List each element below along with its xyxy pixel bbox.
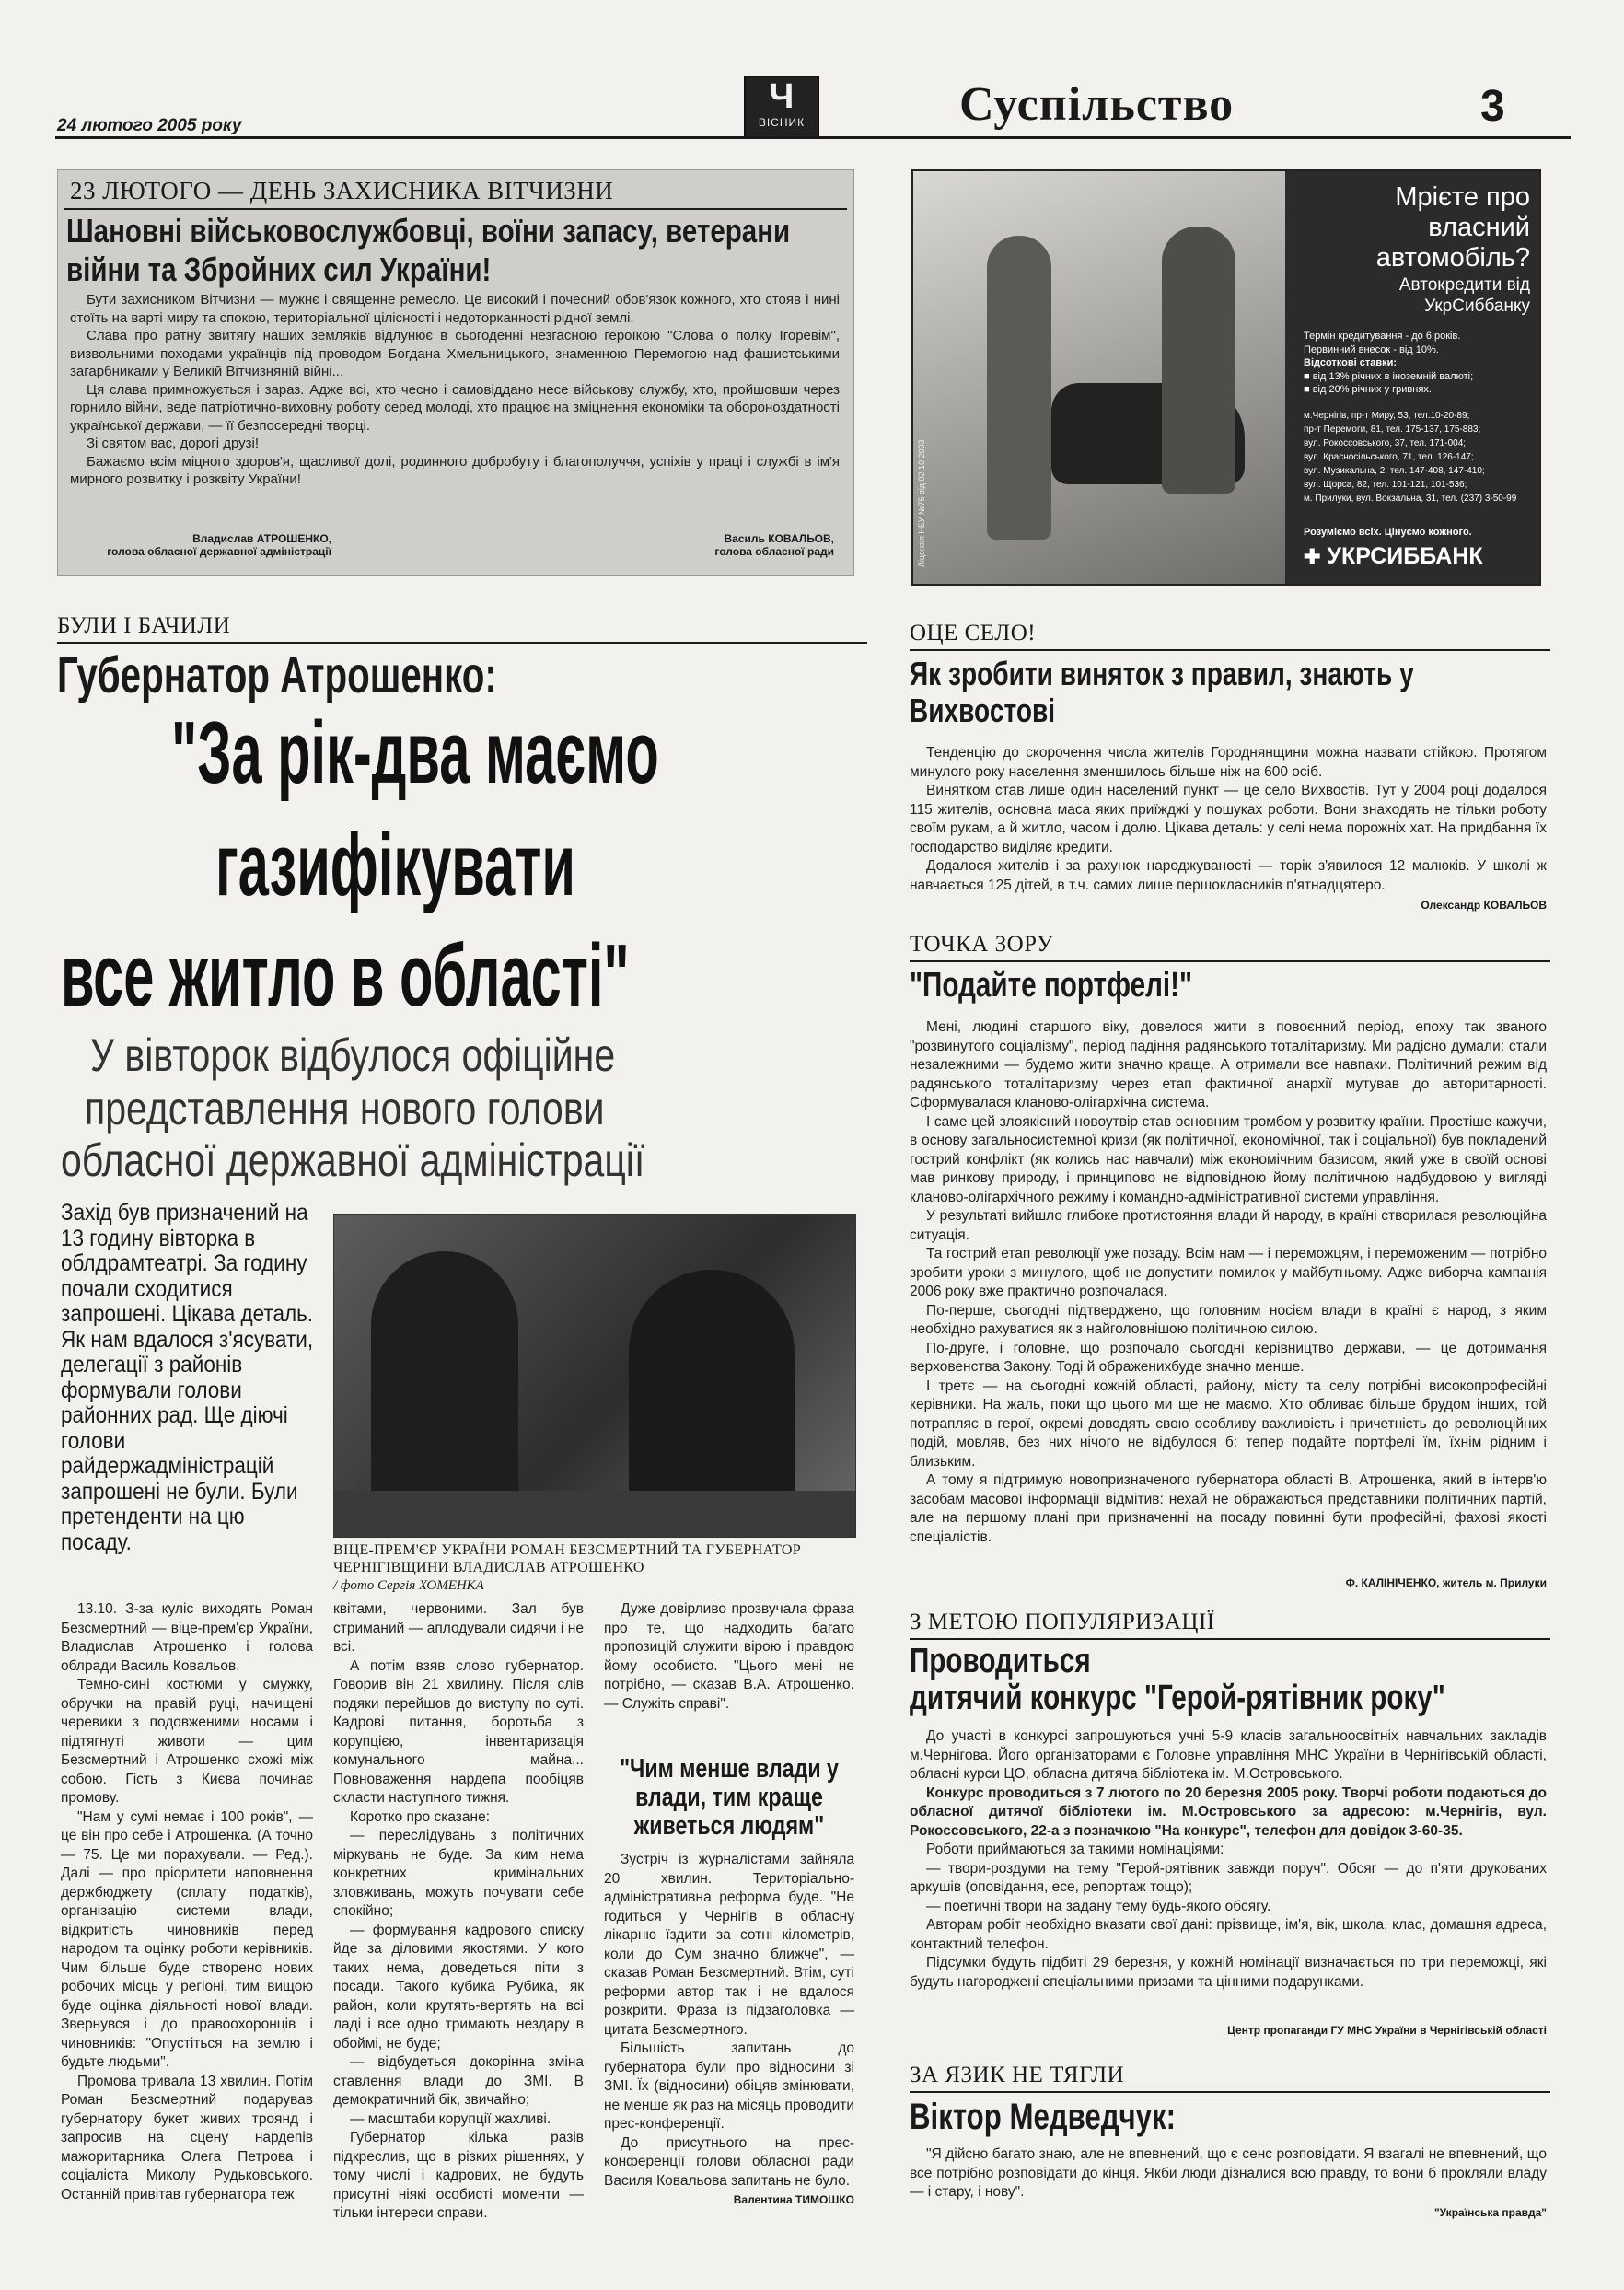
photo-credit: / фото Сергія ХОМЕНКА (333, 1578, 484, 1593)
logo-letter: Ч (769, 77, 795, 116)
village-body (910, 744, 1547, 895)
governor-paragraph: Зустріч із журналістами зайняла 20 хвилин. Територіально-адміністративна реформа буде. "Не годиться у Чернігів в обласну лікарню їздити за сотні кілометрів, коли до Сум значно ближче", — сказав Роман Безсмертний. Втім, суті реформи автор так і не вдалося розкрити. Фраза із підзаголовка — цитата Безсмертного. (604, 1852, 854, 2038)
ad-term: Відсоткові ставки: (1304, 357, 1398, 368)
ad-title: Мрієте про власний автомобіль? (1375, 182, 1530, 273)
bank-logo-icon: ✚ (1304, 545, 1321, 568)
defender-body (70, 291, 840, 489)
village-headline: Як зробити виняток з правил, знають у Вихвостові (910, 655, 1414, 729)
governor-paragraph: — переслідувань з політичних міркувань не буде. За ким нема конкретних кримінальних зловживань, можуть почувати себе спокійно; (333, 1828, 584, 1919)
contest-paragraph: До участі в конкурсі запрошуються учні 5-9 класів загальноосвітніх навчальних закладів м.Чернігова. Його організаторами є Головне управління МНС України в Чернігівській області, обласні курси ЦО, обласна дитяча бібліотека ім. М.Островського. (910, 1728, 1547, 1782)
governor-photo (333, 1214, 856, 1538)
ad-person-right (1162, 227, 1235, 494)
ad-address: пр-т Перемоги, 81, тел. 175-137, 175-883; (1304, 424, 1481, 435)
issue-date: 24 лютого 2005 року (57, 116, 242, 135)
viewpoint-paragraph: Та гострий етап революції уже позаду. Всім нам — і переможцям, і переможеним — потрібно зробити уроки з минулого, щоб не допустити помилок у майбутньому. Адже виборча кампанія 2006 року вже практично розпочалася. (910, 1246, 1547, 1299)
governor-paragraph: До присутнього на прес-конференції голови обласної ради Василя Ковальова запитань не було. (604, 2134, 854, 2189)
governor-author: Валентина ТИМОШКО (733, 2193, 854, 2206)
header-rule (55, 136, 1571, 139)
medvedchuk-kicker: ЗА ЯЗИК НЕ ТЯГЛИ (910, 2063, 1125, 2087)
logo-word: ВІСНИК (758, 116, 806, 129)
governor-paragraph: квітами, червоними. Зал був стриманий — аплодували сидячи і не всі. (333, 1601, 584, 1655)
viewpoint-author: Ф. КАЛІНІЧЕНКО, житель м. Прилуки (1345, 1576, 1547, 1589)
governor-kicker-rule (57, 642, 867, 644)
contest-paragraph: — твори-роздуми на тему "Герой-рятівник завжди поруч". Обсяг — до п'яти друкованих аркушів (оповідання, есе, репортаж тощо); (910, 1860, 1547, 1895)
village-kicker: ОЦЕ СЕЛО! (910, 621, 1037, 645)
viewpoint-kicker: ТОЧКА ЗОРУ (910, 932, 1054, 957)
ad-term: ■ від 20% річних у гривнях. (1304, 384, 1432, 395)
governor-paragraph: Більшість запитань до губернатора були про відносини зі ЗМІ. Їх (відносини) обіцяв змінювати, не менше як раз на місяць проводити прес-конференції. (604, 2040, 854, 2132)
ad-address: вул. Красносільського, 71, тел. 126-147; (1304, 452, 1474, 462)
contest-headline2: дитячий конкурс "Герой-рятівник року" (910, 1679, 1445, 1717)
contest-body (910, 1727, 1547, 1992)
ad-addresses (1304, 409, 1539, 506)
signer2-title: голова обласної ради (714, 545, 834, 558)
defender-paragraph: Зі святом вас, дорогі друзі! (87, 436, 260, 451)
viewpoint-paragraph: У результаті вийшло глибоке протистояння влади й народу, в країні створилася революційна ситуація. (910, 1208, 1547, 1243)
governor-sub2: представлення нового голови (85, 1083, 605, 1134)
governor-paragraph: 13.10. З-за куліс виходять Роман Безсмертний — віце-прем'єр України, Владислав Атрошенко і голова облради Василь Ковальов. (61, 1601, 313, 1674)
ad-bank-logo (1304, 543, 1534, 570)
governor-paragraph: Губернатор кілька разів підкреслив, що в різких рішеннях, у тому числі і кадрових, не будуть присутні ніякі особисті моменти — тільки інтереси справи. (333, 2130, 584, 2221)
ad-side-note: Ліцензія НБУ №75 від 02.10.2003 (917, 439, 926, 567)
contest-paragraph: Підсумки будуть підбиті 29 березня, у кожній номінації визначається по три переможці, які будуть нагороджені спеціальними призами та цінними подарунками. (910, 1955, 1547, 1990)
governor-paragraph: "Нам у сумі немає і 100 років", — це він про себе і Атрошенка. (А точно — 75. Це ми порахували. — Ред.). Далі — про пріоритети наповнення держбюджету (сплату податків), організацію системи влади, відкритість чиновників перед народом та оцінку роботи керівників. Чим більше буде створено нових робочих місць у регіоні, тим вищою буде оцінка діяльності нової влади. Звернувся і до правоохоронців і чиновників: "Опустіться на землю і будьте людьми". (61, 1808, 313, 2070)
medvedchuk-paragraph: "Я дійсно багато знаю, але не впевнений, що є сенс розповідати. Я взагалі не впевнений, що все потрібно розповідати до кінця. Якби люди дізналися всю правду, то вони б прокляли владу — і стару, і нову". (910, 2146, 1547, 2200)
village-paragraph: Винятком став лише один населений пункт — це село Вихвостів. Тут у 2004 році додалося 115 жителів, основна маса яких приїжджі у пошуках роботи. Вони знаходять не тільки роботу своїм рукам, а й житло, часом і долю. Цікава деталь: у селі нема порожніх хат. На придбання їх господарство виділяє кредити. (910, 783, 1547, 855)
signer1-title: голова обласної державної адміністрації (107, 545, 331, 558)
ad-subtitle: Автокредити від УкрСиббанку (1398, 275, 1530, 316)
defender-headline: Шановні військовослужбовці, воїни запасу, ветерани війни та Збройних сил України! (66, 212, 791, 288)
defender-signer1 (92, 532, 331, 558)
photo-caption: ВІЦЕ-ПРЕМ'ЄР УКРАЇНИ РОМАН БЕЗСМЕРТНИЙ ТА ГУБЕРНАТОР ЧЕРНІГІВЩИНИ ВЛАДИСЛАВ АТРОШЕНКО (333, 1542, 801, 1575)
governor-quote-line1: "За рік-два маємо (171, 703, 659, 802)
viewpoint-body (910, 1018, 1547, 1547)
signer2-name: Василь КОВАЛЬОВ, (724, 532, 834, 545)
ad-slogan: Розуміємо всіх. Цінуємо кожного. (1304, 527, 1472, 538)
village-paragraph: Додалося жителів і за рахунок народжуваності — торік з'явилося 12 малюків. У школі ж навчається 125 дітей, в т.ч. самих лише першокласників п'ятнадцятеро. (910, 858, 1547, 893)
viewpoint-paragraph: Мені, людині старшого віку, довелося жити в повоєнний період, епоху так званого "розвинутого соціалізму", період падіння радянського тоталітаризму. Ми радісно думали: стали незалежними — будемо жити значно краще. А отримали все навпаки. Політичний режим від радянського тоталітаризму через етап фактичної анархії мутував до авторитарності. Сформувалася кланово-олігархічна система. (910, 1019, 1547, 1110)
governor-paragraph: Промова тривала 13 хвилин. Потім Роман Безсмертний подарував губернатору букет живих троянд і запросив на сцену нардепів мажоритарника Олега Петрова і соціаліста Миколу Рудьковського. Останній привітав губернатора теж (61, 2073, 313, 2203)
defender-paragraph: Бути захисником Вітчизни — мужнє і священне ремесло. Це високий і почесний обов'язок кожного, хто стояв і нині стоїть на варті миру та спокою, територіальної цілісності і недоторканності рідної землі. (70, 292, 840, 326)
ad-bank-name: УКРСИББАНК (1327, 543, 1483, 569)
defender-paragraph: Ця слава примножується і зараз. Адже всі, хто чесно і самовіддано несе військову службу, хто, пройшовши через горнило війни, веде патріотично-виховну роботу серед молоді, хто працює на зміцнення економіки та обороноздатності української держави, — її безпосередні творці. (70, 381, 840, 434)
contest-paragraph: Авторам робіт необхідно вказати свої дані: прізвище, ім'я, вік, школа, клас, домашня адреса, контактний телефон. (910, 1917, 1547, 1952)
ad-term: Термін кредитування - до 6 років. (1304, 331, 1461, 342)
bank-ad (911, 169, 1541, 586)
village-paragraph: Тенденцію до скорочення числа жителів Городнянщини можна назвати стійкою. Протягом минулого року населення зменшилось більше ніж на 600 осіб. (910, 745, 1547, 780)
governor-col1 (61, 1600, 313, 2204)
governor-col3 (604, 1851, 854, 2191)
governor-paragraph: Темно-сині костюми у смужку, обручки на правій руці, начищені черевики з подовженими носами і підтягнуті животи — цим Безсмертний і Атрошенко схожі між собою. Гість з Києва починає промову. (61, 1677, 313, 1806)
governor-paragraph: — відбудеться докорінна зміна ставлення влади до ЗМІ. В демократичний бік, звичайно; (333, 2054, 584, 2108)
viewpoint-kicker-rule (910, 960, 1550, 962)
ad-address: вул. Рокоссовського, 37, тел. 171-004; (1304, 438, 1467, 448)
photo-table (334, 1491, 855, 1537)
governor-kicker: БУЛИ І БАЧИЛИ (57, 613, 231, 638)
governor-paragraph: Дуже довірливо прозвучала фраза про те, що надходить багато пропозицій служити вірою і правдою йому особисто. "Цього мені не потрібно, — сказав В.А. Атрошенко. — Служіть справі". (604, 1601, 854, 1712)
viewpoint-paragraph: По-перше, сьогодні підтверджено, що головним носієм влади в країні є народ, з яким необхідно рахуватися як з найголовнішою політичною силою. (910, 1302, 1547, 1337)
medvedchuk-source: "Українська правда" (1433, 2206, 1547, 2219)
section-title: Суспільство (959, 78, 1235, 131)
governor-pull-quote: "Чим менше влади у влади, тим краще живеться людям" (620, 1754, 839, 1841)
ad-term: ■ від 13% річних в іноземній валюті; (1304, 370, 1474, 382)
governor-paragraph: А потім взяв слово губернатор. Говорив він 21 хвилину. Після слів подяки перейшов до виступу по суті. Кадрові питання, боротьба з корупцією, інвентаризація комунального майна... Повноваження нардепа пообіцяв скласти наступного тижня. (333, 1657, 584, 1806)
village-kicker-rule (910, 649, 1550, 651)
contest-author: Центр пропаганди ГУ МНС України в Чернігівській області (1227, 2024, 1547, 2037)
governor-col2 (333, 1600, 584, 2224)
governor-col3-top (604, 1600, 854, 1714)
ad-address: вул. Музикальна, 2, тел. 147-408, 147-410; (1304, 466, 1485, 476)
medvedchuk-headline: Віктор Медведчук: (910, 2097, 1177, 2137)
governor-paragraph: — формування кадрового списку йде за діловими якостями. У кого таких нема, доведеться піти з посади. Такого кубика Рубика, як район, коли крутять-вертять на всі ладі і все одно тримають нездару в обоймі, не буде; (333, 1922, 584, 2052)
governor-quote-line3: все житло в області" (61, 926, 630, 1025)
masthead-logo (744, 76, 819, 138)
ad-address: вул. Щорса, 82, тел. 101-121, 101-536; (1304, 480, 1467, 490)
contest-headline1: Проводиться (910, 1642, 1091, 1680)
governor-lead: Захід був призначений на 13 годину вівторка в облдрамтеатрі. За годину почали сходитися запрошені. Цікава деталь. Як нам вдалося з'ясувати, делегації з районів формували голови районних рад. Ще діючі голови райдержадміністрацій запрошені не були. Були претенденти на цю посаду. (61, 1200, 314, 1555)
viewpoint-paragraph: І третє — на сьогодні кожній області, району, місту та селу потрібні високопрофесійні керівники. На жаль, поки що цього ми ще не маємо. Хто обливає більше брудом інших, той потрапляє в герої, окремі доводять свою особливу важливість і причетність до революційних подій, мовляв, без них нічого не відбулося б: тепер подайте портфелі їм, їхнім рідним і близьким. (910, 1377, 1547, 1470)
village-author: Олександр КОВАЛЬОВ (1421, 899, 1547, 912)
governor-sub3: обласної державної адміністрації (61, 1134, 645, 1186)
contest-kicker: З МЕТОЮ ПОПУЛЯРИЗАЦІЇ (910, 1610, 1215, 1634)
ad-person-left (987, 236, 1051, 540)
governor-line1: Губернатор Атрошенко: (57, 645, 497, 703)
contest-kicker-rule (910, 1638, 1550, 1640)
governor-quote-line2: газифікувати (215, 816, 575, 914)
defender-paragraph: Бажаємо всім міцного здоров'я, щасливої долі, родинного добробуту і благополуччя, успіхів у праці і службі в ім'я мирного розвитку і розквіту України! (70, 453, 840, 487)
contest-paragraph: — поетичні твори на задану тему будь-якого обсягу. (926, 1898, 1271, 1914)
defender-signer2 (571, 532, 834, 558)
contest-paragraph: Конкурс проводиться з 7 лютого по 20 березня 2005 року. Творчі роботи подаються до обласної дитячої бібліотеки ім. М.Островського за адресою: м.Чернігів, вул. Рокоссовського, 22-а з позначкою "На конкурс", телефон для довідок 3-60-35. (910, 1784, 1547, 1839)
ad-term: Первинний внесок - від 10%. (1304, 343, 1439, 355)
ad-terms (1304, 330, 1534, 397)
ad-address: м.Чернігів, пр-т Миру, 53, тел.10-20-89; (1304, 411, 1470, 421)
contest-paragraph: Роботи приймаються за такими номінаціями: (926, 1842, 1224, 1857)
medvedchuk-kicker-rule (910, 2091, 1550, 2093)
page-number: 3 (1480, 82, 1505, 131)
medvedchuk-body (910, 2145, 1547, 2203)
governor-paragraph: — масштаби корупції жахливі. (350, 2110, 551, 2127)
signer1-name: Владислав АТРОШЕНКО, (192, 532, 331, 545)
viewpoint-headline: "Подайте портфелі!" (910, 966, 1193, 1005)
viewpoint-paragraph: А тому я підтримую новопризначеного губернатора області В. Атрошенка, який в інтерв'ю засобам масової інформації відмітив: нехай не ображаються представники політичних партій, але на першому плані при призначенні на посаду повинні бути професійні, фахові якості спеціалістів. (910, 1472, 1547, 1545)
ad-address: м. Прилуки, вул. Вокзальна, 31, тел. (237) 3-50-99 (1304, 494, 1517, 504)
defender-paragraph: Слава про ратну звитягу наших земляків відлунює в сьогоденні незгасною героїкою "Слова о полку Ігоревім", визвольними походами українців під проводом Богдана Хмельницького, знаменною Перемогою над фашистськими загарбниками у Великій Вітчизняній війні... (70, 328, 840, 379)
governor-paragraph: Коротко про сказане: (350, 1808, 491, 1825)
viewpoint-paragraph: І саме цей злоякісний новоутвір став основним тромбом у розвитку країни. Простіше кажучи, в основу загальносистемної кризи (як політичної, економічної, так і соціальної) був покладений гострий конфлікт (як колись нас навчали) між економічним базисом, який уже в своїй основі мав ринкову природу, і принципово не відповідною йому політичною надбудовою у вигляді кланово-олігархічного режиму і командно-адміністративної системи управління. (910, 1113, 1547, 1205)
defender-kicker-rule (64, 208, 847, 210)
viewpoint-paragraph: По-друге, і головне, що розпочало сьогодні керівництво держави, — це дотримання верховенства Закону. Тоді й ображенихбуде значно менше. (910, 1340, 1547, 1375)
governor-sub1: У вівторок відбулося офіційне (90, 1029, 616, 1081)
defender-kicker: 23 ЛЮТОГО — ДЕНЬ ЗАХИСНИКА ВІТЧИЗНИ (70, 177, 614, 204)
